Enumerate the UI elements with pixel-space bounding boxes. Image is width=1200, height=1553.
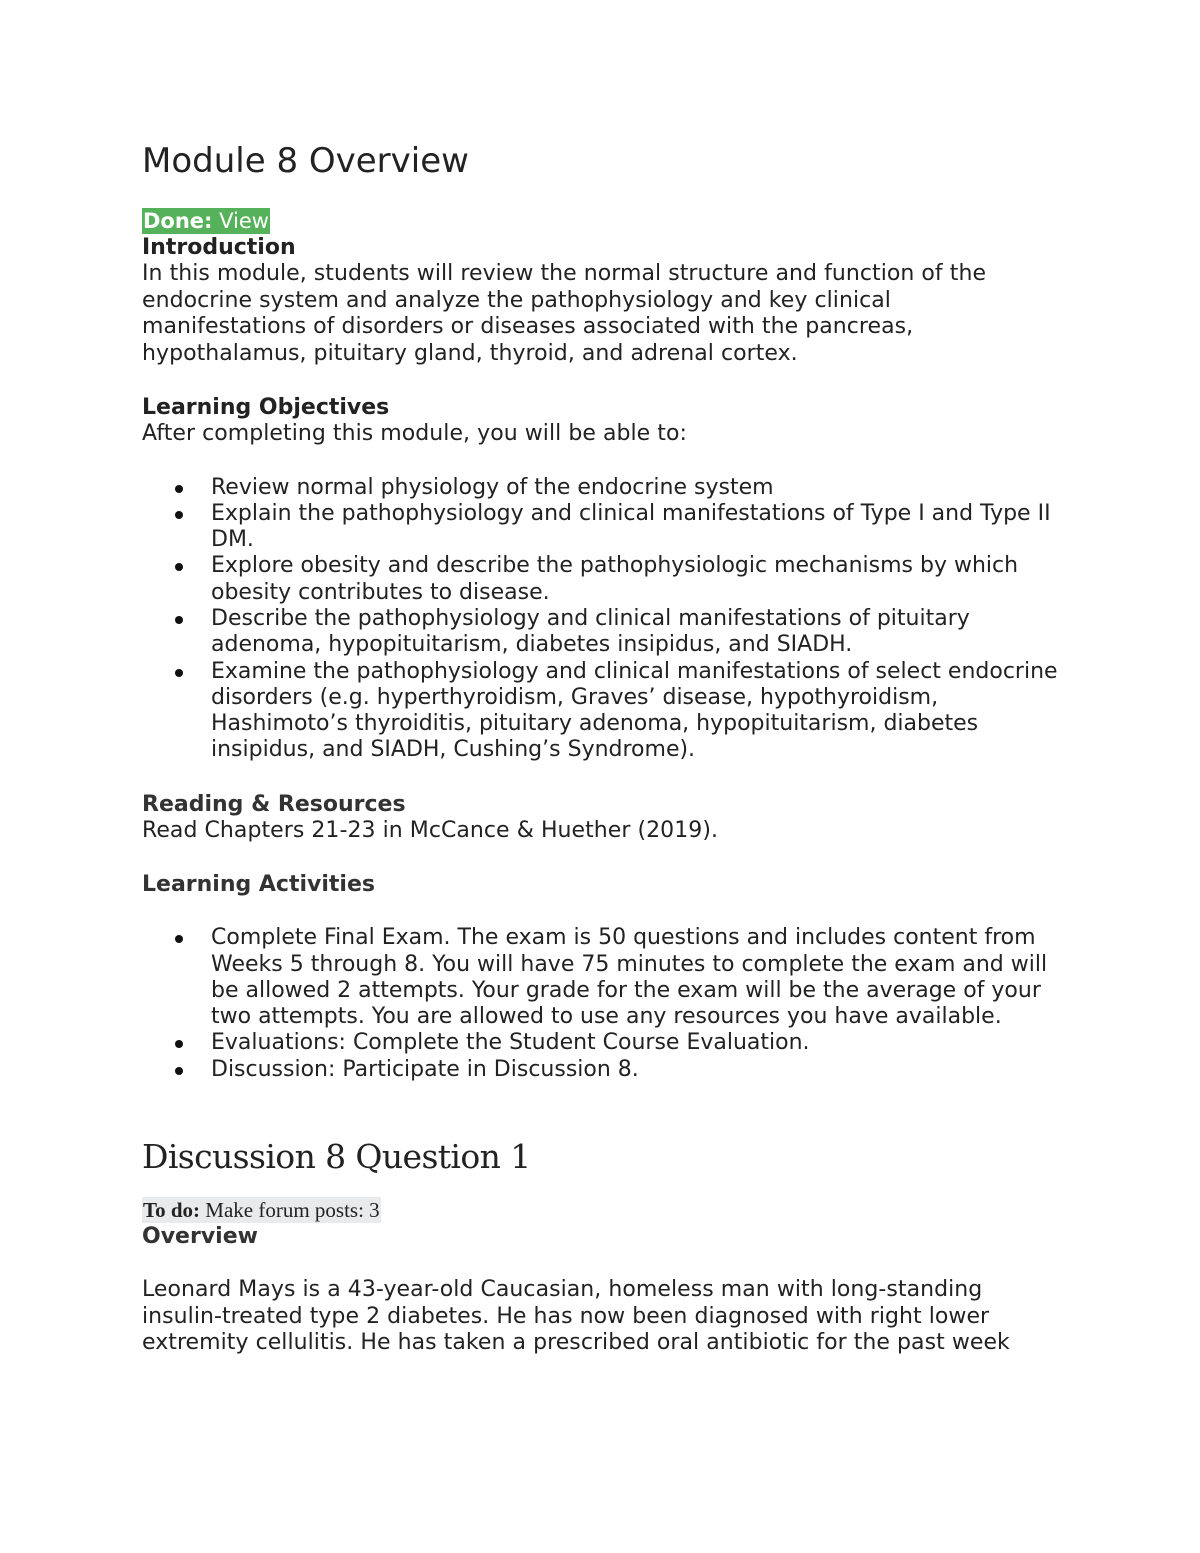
objectives-intro: After completing this module, you will be able to: <box>142 421 687 446</box>
bullet-icon <box>175 935 183 943</box>
done-status-badge[interactable] <box>142 208 270 234</box>
discussion-title: Discussion 8 Question 1 <box>142 1137 531 1177</box>
bullet-icon <box>175 616 183 624</box>
reading-resources-heading: Reading & Resources <box>142 791 406 817</box>
overview-text: Leonard Mays is a 43-year-old Caucasian, homeless man with long-standing insulin-treated type 2 diabetes. He has now been diagnosed with right lower extremity cellulitis. He has taken a prescribed oral antibiotic for the past week <box>142 1277 1010 1356</box>
list-item: Complete Final Exam. The exam is 50 questions and includes content from Weeks 5 through 8. You will have 75 minutes to complete the exam and will be allowed 2 attempts. Your grade for the exam will be the average of your two attempts. You are allowed to use any resources you have available. <box>142 925 1062 1030</box>
learning-activities-heading: Learning Activities <box>142 872 375 898</box>
learning-objectives-heading: Learning Objectives <box>142 395 390 420</box>
bullet-icon <box>175 511 183 519</box>
todo-label: To do: <box>143 1198 201 1223</box>
list-item: Describe the pathophysiology and clinical manifestations of pituitary adenoma, hypopituitarism, diabetes insipidus, and SIADH. <box>142 606 1062 659</box>
list-item: Explain the pathophysiology and clinical manifestations of Type I and Type II DM. <box>142 501 1062 554</box>
bullet-icon <box>175 485 183 493</box>
list-item: Evaluations: Complete the Student Course Evaluation. <box>142 1030 1062 1056</box>
reading-text: Read Chapters 21-23 in McCance & Huether (2019). <box>142 817 718 843</box>
activities-list <box>142 925 1062 1083</box>
bullet-icon <box>175 669 183 677</box>
objectives-list <box>142 475 1062 764</box>
introduction-text: In this module, students will review the normal structure and function of the endocrine system and analyze the pathophysiology and key clinical manifestations of disorders or diseases associated with the pancreas, hypothalamus, pituitary gland, thyroid, and adrenal cortex. <box>142 261 987 366</box>
document-page <box>142 140 1062 1357</box>
bullet-icon <box>175 1067 183 1075</box>
todo-forum-posts[interactable]: Make forum posts: 3 <box>205 1198 380 1223</box>
bullet-icon <box>175 563 183 571</box>
list-item: Discussion: Participate in Discussion 8. <box>142 1057 1062 1083</box>
list-item: Review normal physiology of the endocrine system <box>142 475 1062 501</box>
bullet-icon <box>175 1040 183 1048</box>
done-view-link[interactable]: View <box>219 209 269 233</box>
list-item: Examine the pathophysiology and clinical manifestations of select endocrine disorders (e.g. hyperthyroidism, Graves’ disease, hypothyroidism, Hashimoto’s thyroiditis, pituitary adenoma, hypopituitarism, diabetes insipidus, and SIADH, Cushing’s Syndrome). <box>142 659 1062 764</box>
introduction-heading: Introduction <box>142 235 296 260</box>
overview-heading: Overview <box>142 1224 258 1250</box>
todo-status-badge[interactable] <box>142 1197 381 1223</box>
list-item: Explore obesity and describe the pathophysiologic mechanisms by which obesity contributes to disease. <box>142 553 1062 606</box>
module-title: Module 8 Overview <box>142 141 469 181</box>
done-label: Done: <box>143 209 213 233</box>
